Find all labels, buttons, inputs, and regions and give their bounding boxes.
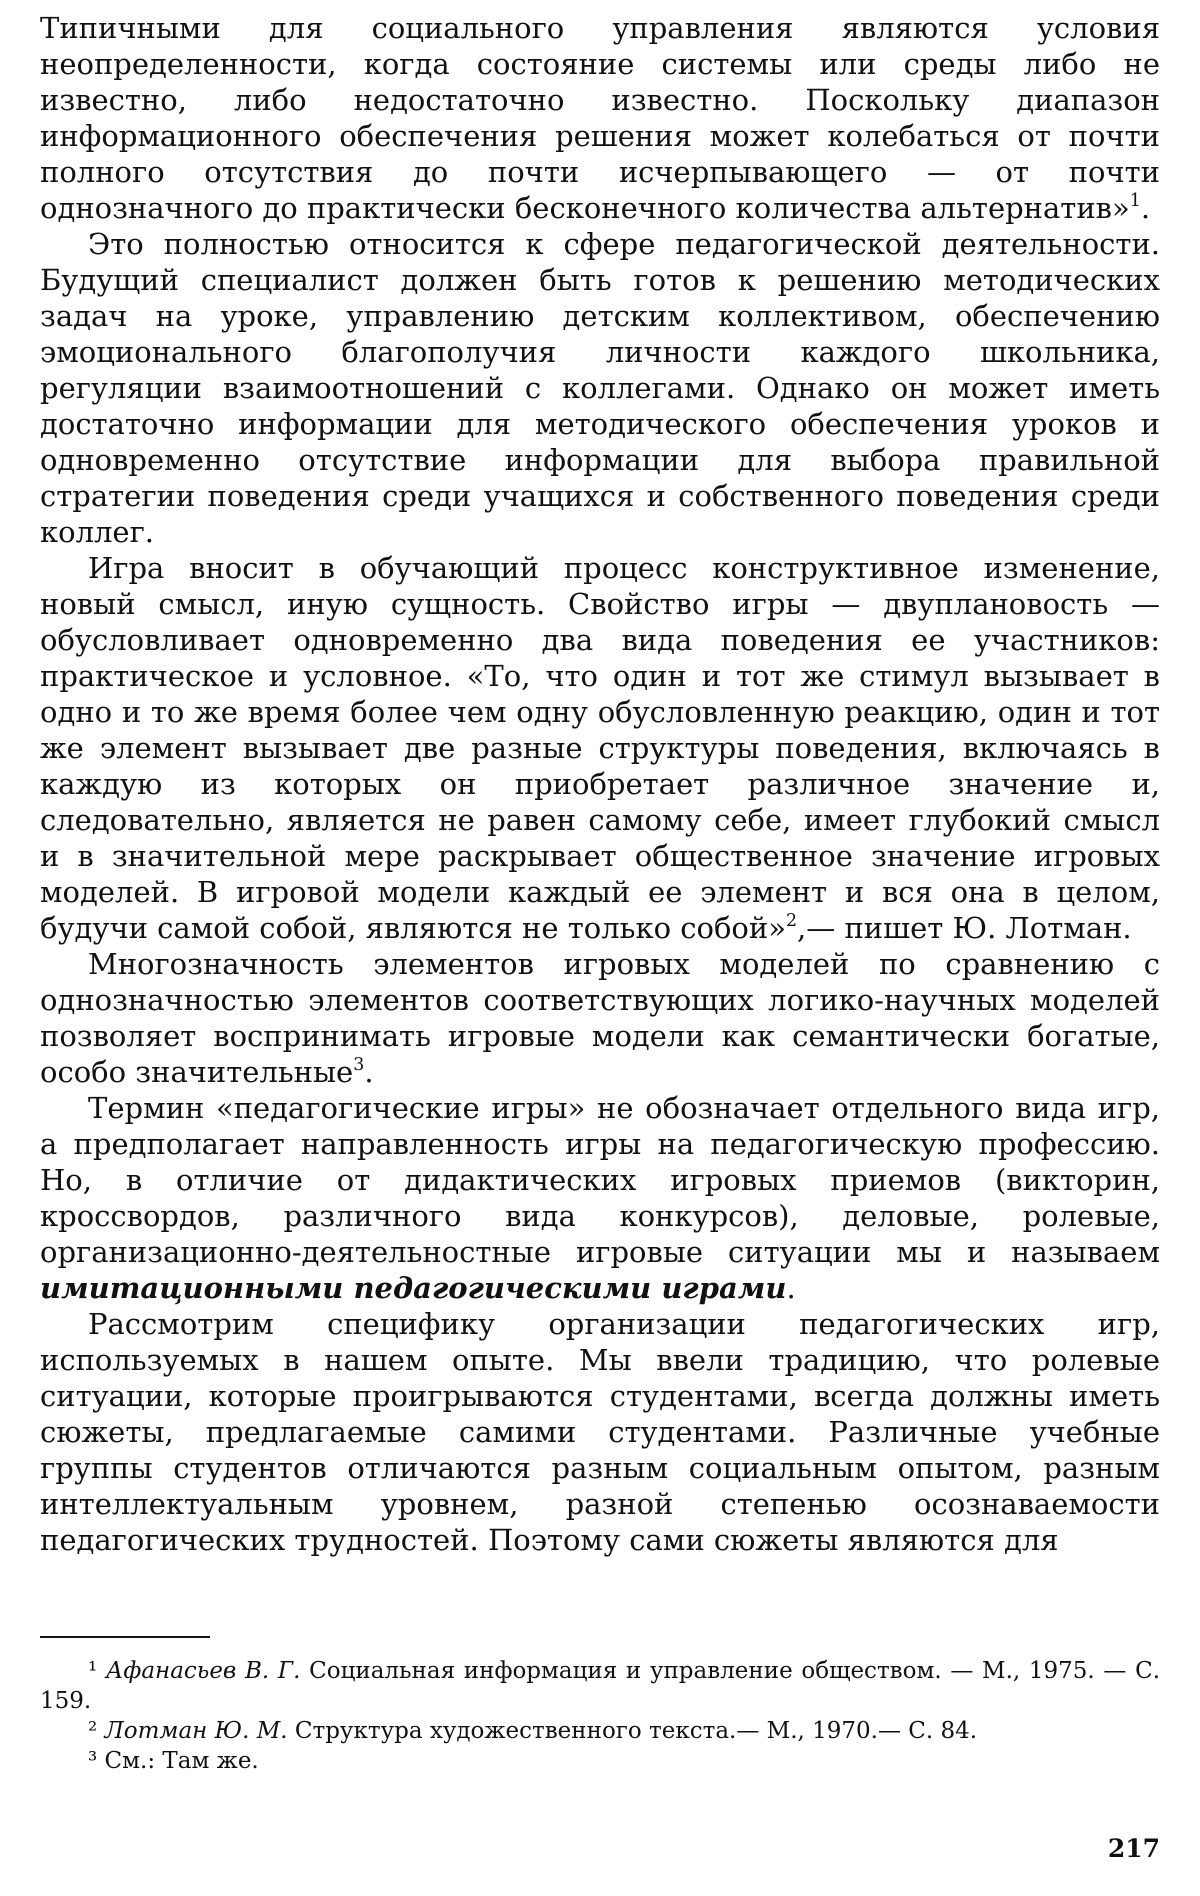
footnote-divider	[40, 1636, 210, 1638]
footnote-text: Социальная информация и управление обществом. — М., 1975. — С. 159.	[40, 1658, 1161, 1714]
paragraph-tail: ,— пишет Ю. Лотман.	[797, 911, 1132, 945]
footnote-mark: ¹	[88, 1658, 98, 1684]
emphasized-term: имитационными педагогическими играми	[40, 1271, 787, 1305]
paragraph-tail: .	[364, 1055, 374, 1089]
paragraph-text: Термин «педагогические игры» не обозначает отдельного вида игр, а предполагает направленность игры на педагогическую профессию. Но, в отличие от дидактических игровых приемов (викторин, кроссвордов, различного вида конкурсов), деловые, ролевые, организационно-деятельностные игровые ситуации мы и называем	[40, 1091, 1160, 1269]
paragraph-text: Это полностью относится к сфере педагогической деятельности. Будущий специалист должен быть готов к решению методических задач на уроке, управлению детским коллективом, обеспечению эмоционального благополучия личности каждого школьника, регуляции взаимоотношений с коллегами. Однако он может иметь достаточно информации для методического обеспечения уроков и одновременно отсутствие информации для выбора правильной стратегии поведения среди учащихся и собственного поведения среди коллег.	[40, 227, 1160, 549]
footnote-text: См.: Там же.	[104, 1748, 259, 1774]
paragraph	[40, 550, 1160, 946]
paragraph-tail: .	[786, 1271, 796, 1305]
footnote-text: Структура художественного текста.— М., 1970.— С. 84.	[294, 1718, 978, 1744]
paragraph-text: Рассмотрим специфику организации педагогических игр, используемых в нашем опыте. Мы ввели традицию, что ролевые ситуации, которые проигрываются студентами, всегда должны иметь сюжеты, предлагаемые самими студентами. Различные учебные группы студентов отличаются разным социальным опытом, разным интеллектуальным уровнем, разной степенью осознаваемости педагогических трудностей. Поэтому сами сюжеты являются для	[40, 1307, 1160, 1557]
book-page	[40, 0, 1160, 1896]
page-number: 217	[1107, 1834, 1160, 1863]
footnote-author: Афанасьев В. Г.	[105, 1658, 301, 1684]
paragraph	[40, 1306, 1160, 1558]
footnote-mark: ³	[88, 1748, 98, 1774]
footnote-mark: ²	[88, 1718, 98, 1744]
paragraph	[40, 1090, 1160, 1306]
footnote-author: Лотман Ю. М.	[104, 1718, 288, 1744]
paragraph	[40, 10, 1160, 226]
body-text	[40, 10, 1160, 1558]
paragraph-text: Многозначность элементов игровых моделей по сравнению с однозначностью элементов соответствующих логико-научных моделей позволяет воспринимать игровые модели как семантически богатые, особо значительные	[40, 947, 1160, 1089]
paragraph-tail: .	[1140, 191, 1151, 225]
paragraph	[40, 946, 1160, 1090]
footnote-ref: 2	[785, 910, 798, 931]
paragraph-text: Игра вносит в обучающий процесс конструктивное изменение, новый смысл, иную сущность. Свойство игры — двуплановость — обусловливает одновременно два вида поведения ее участников: практическое и условное. «То, что один и тот же стимул вызывает в одно и то же время более чем одну обусловленную реакцию, один и тот же элемент вызывает две разные структуры поведения, включаясь в каждую из которых он приобретает различное значение и, следовательно, является не равен самому себе, имеет глубокий смысл и в значительной мере раскрывает общественное значение игровых моделей. В игровой модели каждый ее элемент и вся она в целом, будучи самой собой, являются не только собой»	[40, 551, 1160, 945]
footnote	[40, 1656, 1160, 1716]
paragraph-text: Типичными для социального управления являются условия неопределенности, когда состояние системы или среды либо не известно, либо недостаточно известно. Поскольку диапазон информационного обеспечения решения может колебаться от почти полного отсутствия до почти исчерпывающего — от почти однозначного до практически бесконечного количества альтернатив»	[40, 11, 1160, 225]
footnote	[40, 1716, 1160, 1746]
footnote-ref: 3	[353, 1054, 365, 1075]
paragraph	[40, 226, 1160, 550]
footnote	[40, 1746, 1160, 1776]
footnote-ref: 1	[1129, 190, 1141, 211]
footnotes	[40, 1656, 1160, 1776]
